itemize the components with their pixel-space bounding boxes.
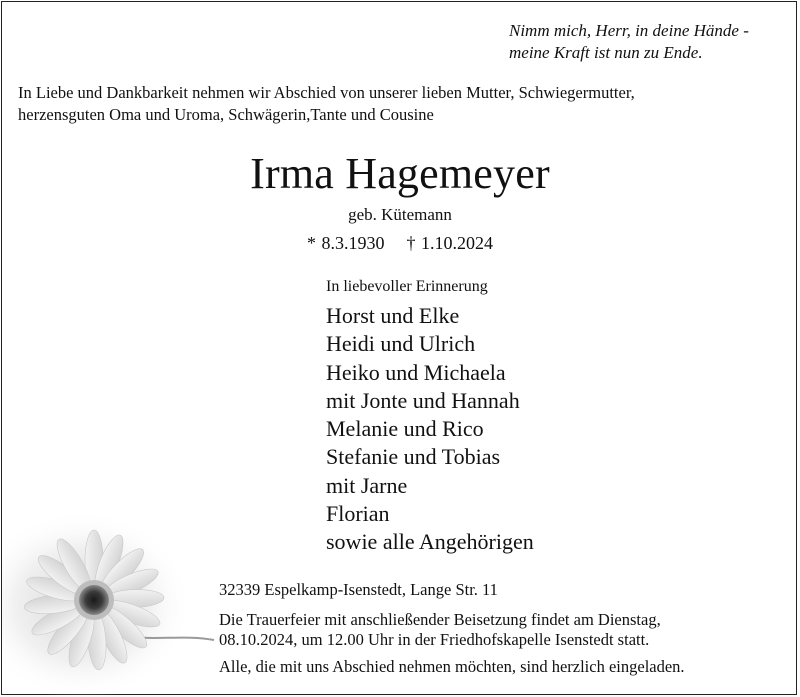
intro-line-1: In Liebe und Dankbarkeit nehmen wir Abschied von unserer lieben Mutter, Schwiegermutter, <box>18 83 635 102</box>
deceased-name: Irma Hagemeyer <box>250 149 550 198</box>
intro-line-2: herzensguten Oma und Uroma, Schwägerin,Tante und Cousine <box>18 105 434 124</box>
gerbera-flower-image <box>2 515 217 695</box>
invitation-text: Alle, die mit uns Abschied nehmen möchten, sind herzlich eingeladen. <box>219 657 685 676</box>
birth-date: * 8.3.1930 <box>307 233 385 253</box>
mourner-line: Heiko und Michaela <box>326 359 506 385</box>
birth-name: geb. Kütemann <box>348 205 452 224</box>
service-info <box>219 610 789 650</box>
mourner-line: sowie alle Angehörigen <box>326 529 534 555</box>
death-date: † 1.10.2024 <box>406 233 493 253</box>
mourner-line: Stefanie und Tobias <box>326 444 501 470</box>
memory-heading: In liebevoller Erinnerung <box>326 278 488 295</box>
mourners-list <box>326 302 534 557</box>
mourner-line: Florian <box>326 501 390 527</box>
verse-line-2: meine Kraft ist nun zu Ende. <box>509 43 703 62</box>
service-line-1: Die Trauerfeier mit anschließender Beisetzung findet am Dienstag, <box>219 610 661 629</box>
verse-line-1: Nimm mich, Herr, in deine Hände - <box>509 21 749 40</box>
mourner-line: Heidi und Ulrich <box>326 331 476 357</box>
mourner-line: Melanie und Rico <box>326 416 484 442</box>
life-dates <box>0 232 800 254</box>
mourner-line: mit Jarne <box>326 472 408 498</box>
family-address: 32339 Espelkamp-Isenstedt, Lange Str. 11 <box>219 580 498 599</box>
mourner-line: Horst und Elke <box>326 303 460 328</box>
intro-text <box>18 82 788 126</box>
verse <box>509 20 794 64</box>
mourner-line: mit Jonte und Hannah <box>326 387 520 413</box>
service-line-2: 08.10.2024, um 12.00 Uhr in der Friedhofskapelle Isenstedt statt. <box>219 630 650 649</box>
